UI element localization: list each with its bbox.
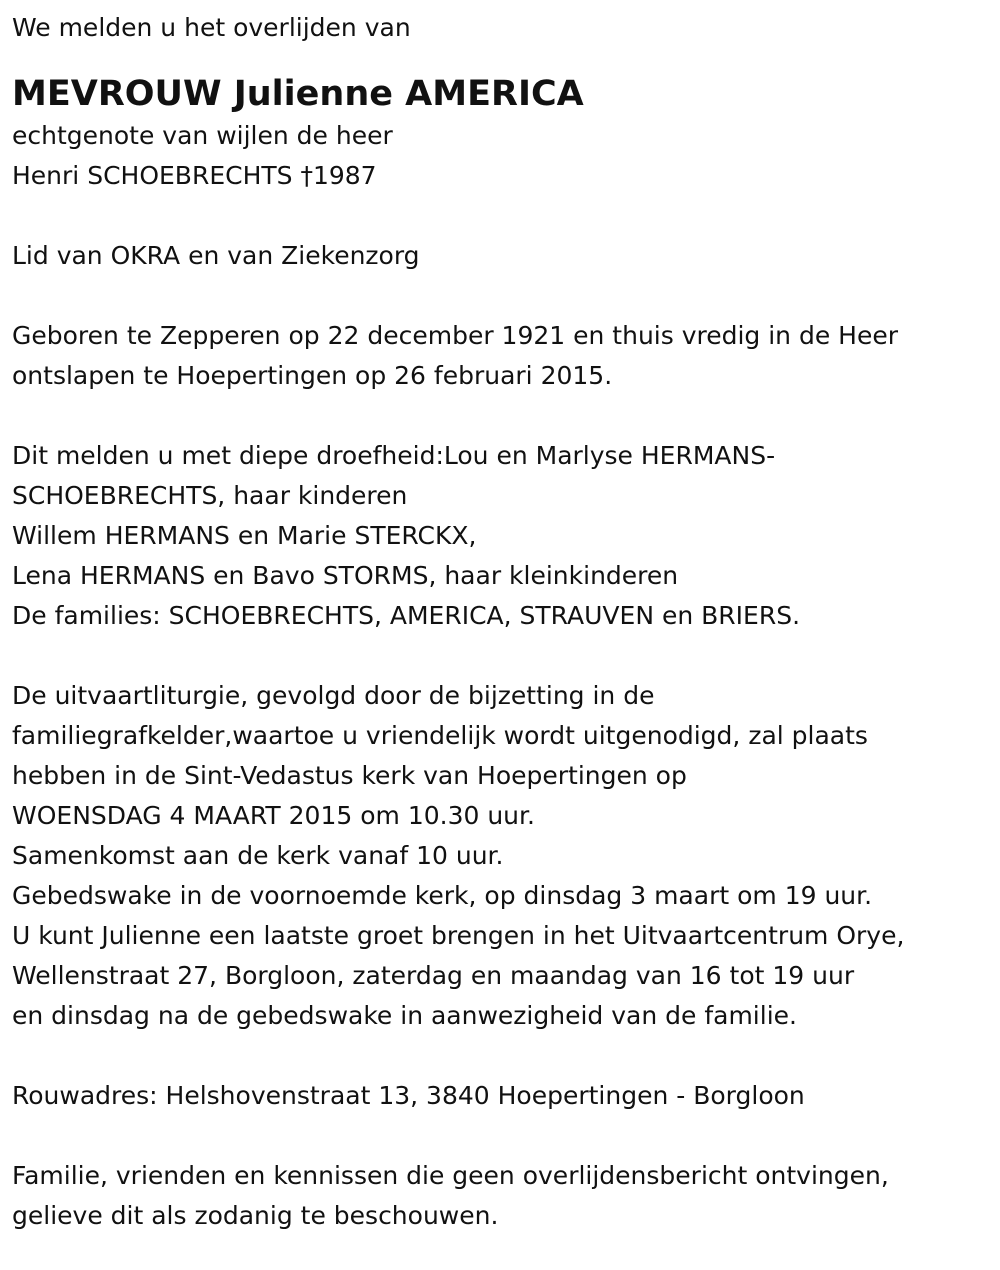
address-text: Rouwadres: Helshovenstraat 13, 3840 Hoepertingen - Borgloon — [12, 1081, 805, 1110]
birth-death-block — [12, 316, 988, 396]
family-line: Lena HERMANS en Bavo STORMS, haar kleinkinderen — [12, 561, 679, 590]
family-line: SCHOEBRECHTS, haar kinderen — [12, 481, 408, 510]
family-line: De families: SCHOEBRECHTS, AMERICA, STRAUVEN en BRIERS. — [12, 601, 801, 630]
birth-death-line: Geboren te Zepperen op 22 december 1921 en thuis vredig in de Heer — [12, 321, 899, 350]
spacer — [12, 276, 988, 316]
funeral-line: en dinsdag na de gebedswake in aanwezigheid van de familie. — [12, 1001, 797, 1030]
membership-text: Lid van OKRA en van Ziekenzorg — [12, 241, 420, 270]
deceased-name: MEVROUW Julienne AMERICA — [12, 74, 584, 114]
family-line: Willem HERMANS en Marie STERCKX, — [12, 521, 477, 550]
intro-text: We melden u het overlijden van — [12, 13, 411, 42]
spacer — [12, 1116, 988, 1156]
funeral-line: Wellenstraat 27, Borgloon, zaterdag en maandag van 16 tot 19 uur — [12, 961, 855, 990]
spouse-line: Henri SCHOEBRECHTS †1987 — [12, 161, 377, 190]
funeral-line: U kunt Julienne een laatste groet brengen in het Uitvaartcentrum Orye, — [12, 921, 905, 950]
spouse-line: echtgenote van wijlen de heer — [12, 121, 393, 150]
funeral-block — [12, 676, 988, 1036]
closing-line: gelieve dit als zodanig te beschouwen. — [12, 1201, 499, 1230]
family-line: Dit melden u met diepe droefheid:Lou en Marlyse HERMANS- — [12, 441, 776, 470]
funeral-line: familiegrafkelder,waartoe u vriendelijk wordt uitgenodigd, zal plaats — [12, 721, 868, 750]
family-block — [12, 436, 988, 636]
spacer — [12, 396, 988, 436]
spouse-block — [12, 116, 988, 196]
funeral-line: hebben in de Sint-Vedastus kerk van Hoepertingen op — [12, 761, 687, 790]
birth-death-line: ontslapen te Hoepertingen op 26 februari 2015. — [12, 361, 613, 390]
funeral-line: Samenkomst aan de kerk vanaf 10 uur. — [12, 841, 504, 870]
funeral-line: De uitvaartliturgie, gevolgd door de bijzetting in de — [12, 681, 655, 710]
closing-block — [12, 1156, 988, 1236]
spacer — [12, 636, 988, 676]
closing-line: Familie, vrienden en kennissen die geen overlijdensbericht ontvingen, — [12, 1161, 889, 1190]
funeral-line: WOENSDAG 4 MAART 2015 om 10.30 uur. — [12, 801, 535, 830]
funeral-line: Gebedswake in de voornoemde kerk, op dinsdag 3 maart om 19 uur. — [12, 881, 873, 910]
spacer — [12, 1036, 988, 1076]
spacer — [12, 196, 988, 236]
